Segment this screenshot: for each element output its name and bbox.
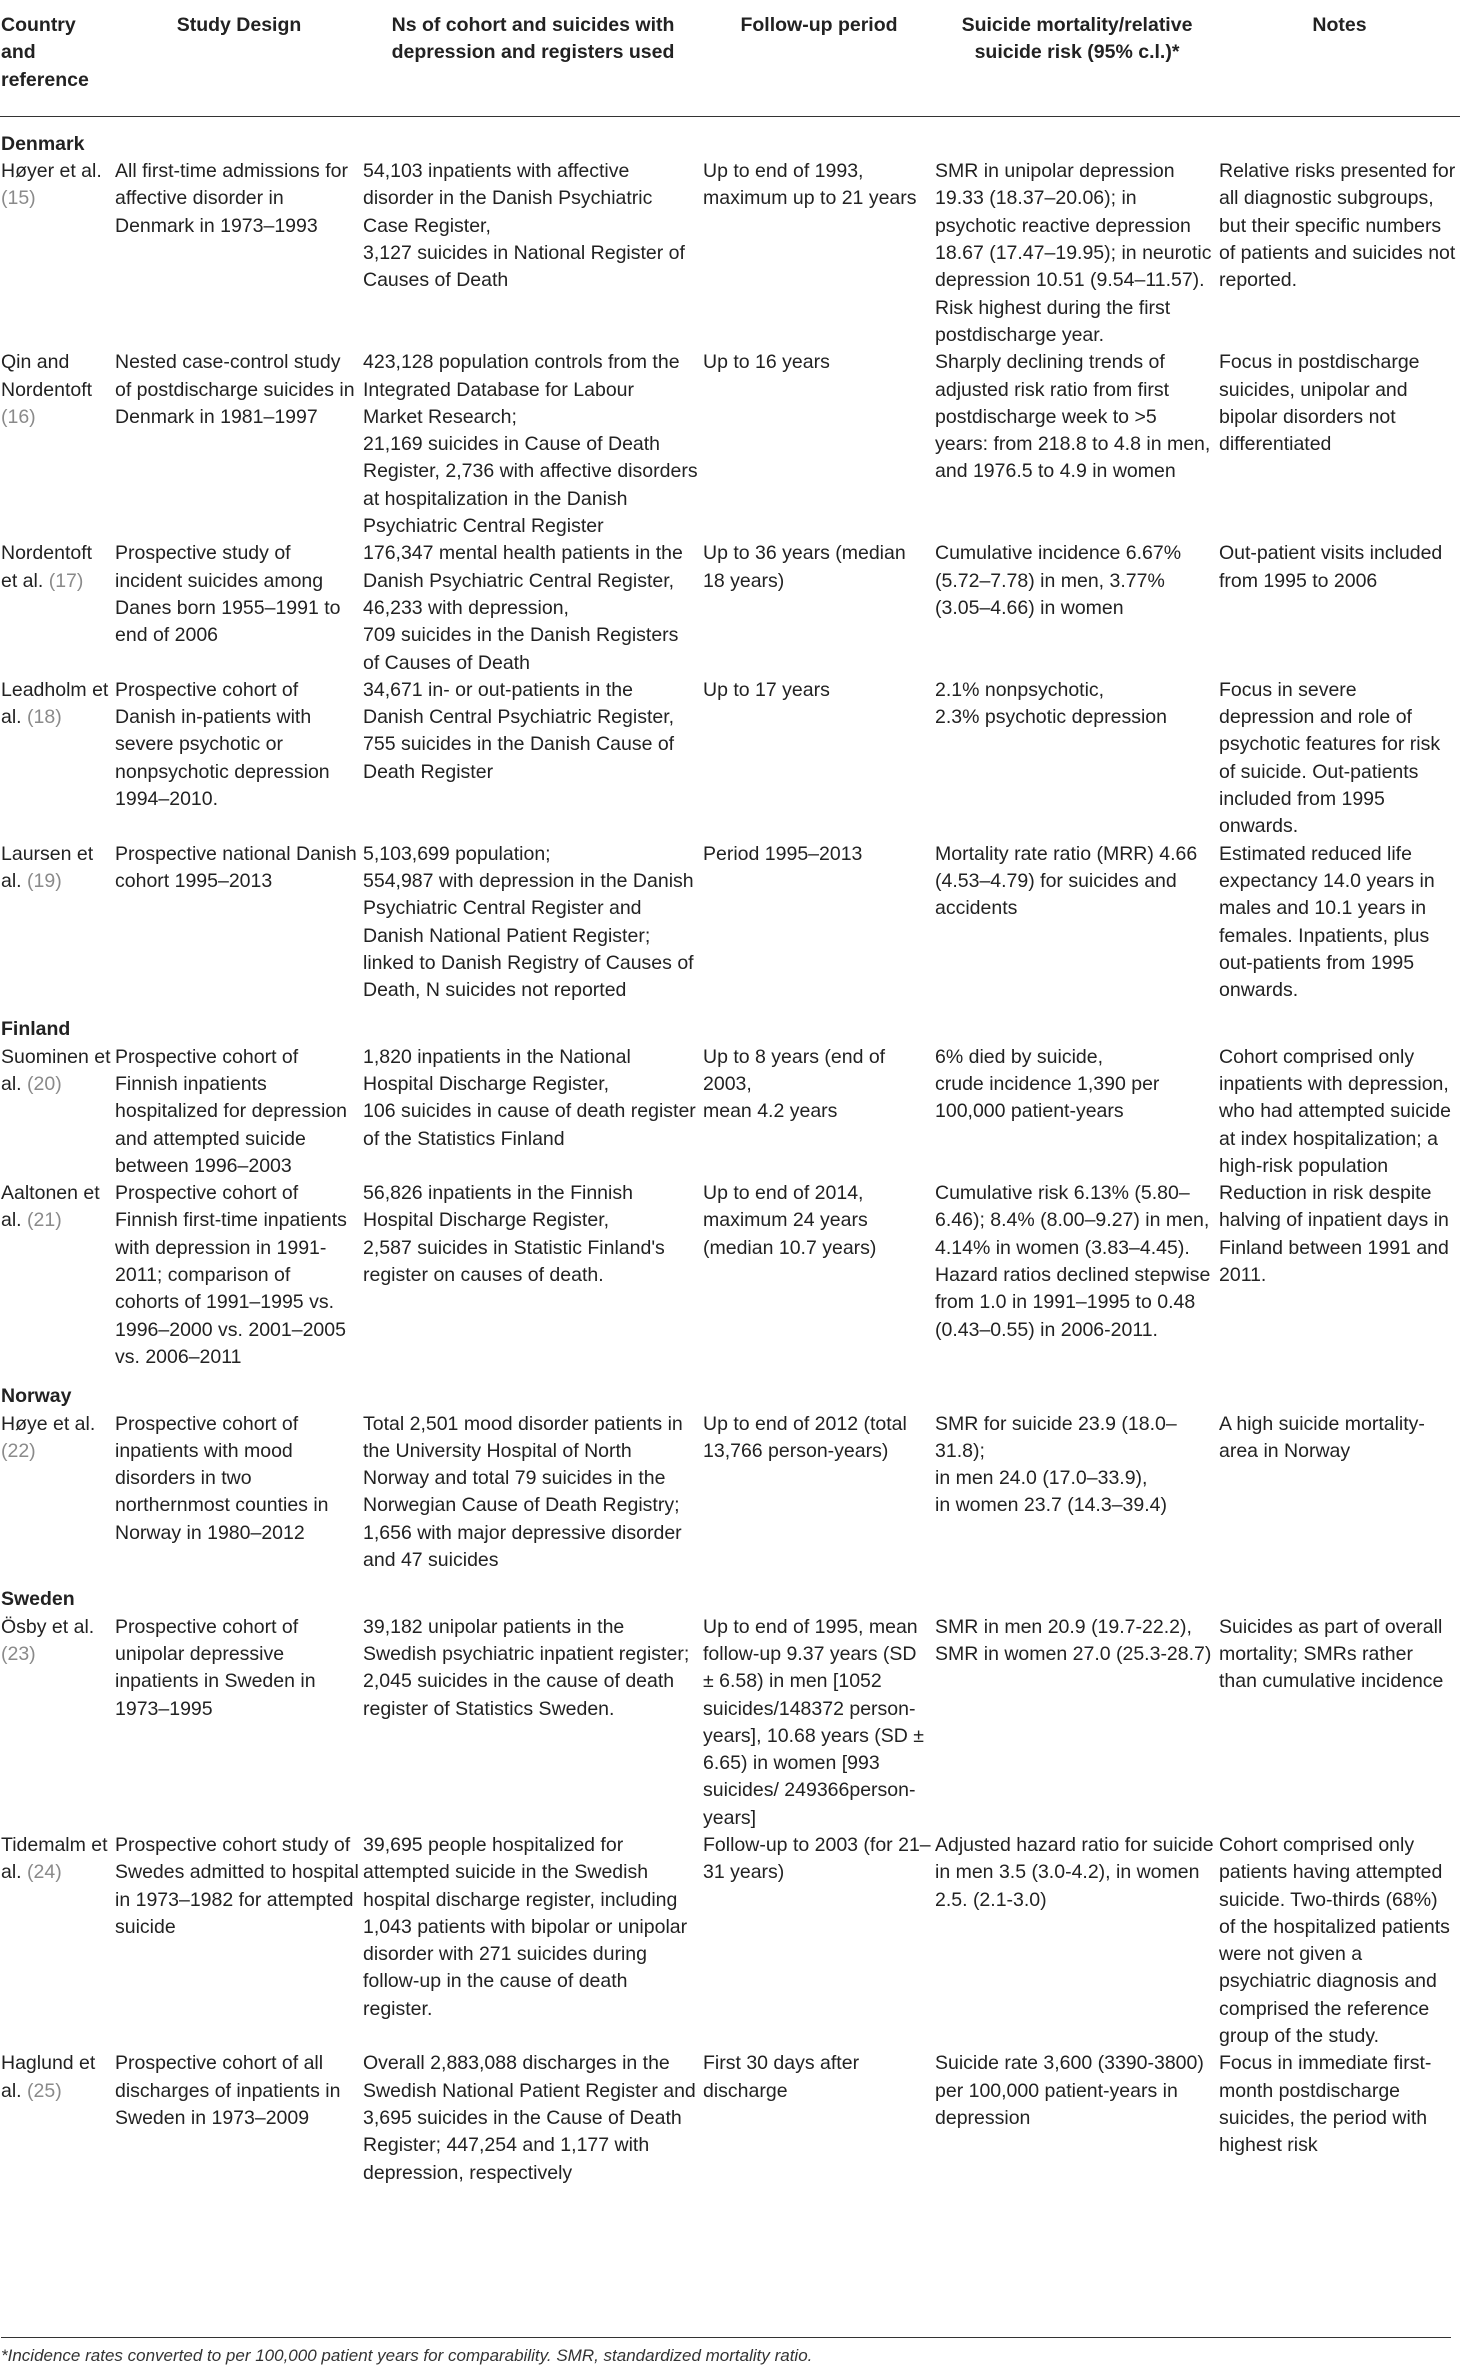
reference-cell	[0, 677, 115, 841]
mortality-cell: Sharply declining trends of adjusted risk ratio from first postdischarge week to >5 years: from 218.8 to 4.8 in men, and 1976.5 to 4.9 in women	[935, 351, 1211, 483]
followup-cell: Up to end of 1995, mean follow-up 9.37 years (SD ± 6.58) in men [1052 suicides/148372 person-years], 10.68 years (SD ± 6.65) in women [993 suicides/ 249366person-years]	[703, 1615, 924, 1829]
ns-cell: 423,128 population controls from the Integrated Database for Labour Market Research; 21,169 suicides in Cause of Death Register, 2,736 with affective disorders at hospitalization in the Danish Psychiatric Central Register	[363, 351, 698, 538]
table-row	[0, 1614, 1460, 1832]
table-row	[0, 2050, 1460, 2186]
design-cell: Prospective cohort of all discharges of inpatients in Sweden in 1973–2009	[115, 2052, 341, 2129]
author-name: Høyer et al.	[1, 160, 102, 183]
country-heading: Denmark	[1, 132, 85, 155]
followup-cell: Up to 16 years	[703, 351, 830, 374]
table-row	[0, 1832, 1460, 2050]
mortality-cell: 2.1% nonpsychotic, 2.3% psychotic depression	[935, 678, 1167, 729]
table-body	[0, 116, 1460, 2186]
design-cell: Prospective study of incident suicides among Danes born 1955–1991 to end of 2006	[115, 542, 341, 647]
notes-cell: A high suicide mortality-area in Norway	[1219, 1412, 1425, 1462]
citation-link[interactable]: (25)	[27, 2079, 62, 2102]
followup-cell: Follow-up to 2003 (for 21–31 years)	[703, 1834, 931, 1884]
followup-cell: Up to 17 years	[703, 678, 830, 701]
reference-cell	[0, 158, 115, 349]
citation-link[interactable]: (18)	[27, 706, 62, 729]
notes-cell: Focus in immediate first-month postdischarge suicides, the period with highest risk	[1219, 2052, 1432, 2157]
notes-cell: Estimated reduced life expectancy 14.0 years in males and 10.1 years in females. Inpatients, plus out-patients from 1995 onwards.	[1219, 842, 1435, 1002]
notes-cell: Suicides as part of overall mortality; SMRs rather than cumulative incidence	[1219, 1615, 1444, 1693]
reference-cell	[0, 349, 115, 540]
design-cell: Prospective cohort study of Swedes admitted to hospital in 1973–1982 for attempted suicide	[115, 1834, 359, 1938]
citation-link[interactable]: (20)	[27, 1072, 62, 1095]
table-header-row	[0, 0, 1460, 116]
notes-cell: Focus in postdischarge suicides, unipolar and bipolar disorders not differentiated	[1219, 351, 1420, 456]
table-row	[0, 349, 1460, 540]
notes-cell: Out-patient visits included from 1995 to 2006	[1219, 542, 1443, 592]
author-name: Nordentoft et al.	[1, 542, 93, 592]
author-name: Laursen et al.	[1, 842, 94, 892]
country-row	[0, 1371, 1460, 1410]
author-name: Haglund et al.	[1, 2052, 96, 2102]
mortality-cell: Cumulative risk 6.13% (5.80–6.46); 8.4% (8.00–9.27) in men, 4.14% in women (3.83–4.45). Hazard ratios declined stepwise from 1.0 in 1991–1995 to 0.48 (0.43–0.55) in 2006-2011.	[935, 1182, 1211, 1341]
author-name: Suominen et al.	[1, 1045, 111, 1095]
design-cell: All first-time admissions for affective disorder in Denmark in 1973–1993	[115, 160, 348, 237]
design-cell: Prospective cohort of Finnish first-time inpatients with depression in 1991-2011; comparison of cohorts of 1991–1995 vs. 1996–2000 vs. 2001–2005 vs. 2006–2011	[115, 1182, 347, 1368]
design-cell: Prospective national Danish cohort 1995–2013	[115, 842, 357, 892]
followup-cell: Up to end of 2012 (total 13,766 person-years)	[703, 1412, 907, 1462]
citation-link[interactable]: (24)	[27, 1861, 62, 1884]
table-row	[0, 1180, 1460, 1371]
notes-cell: Reduction in risk despite halving of inpatient days in Finland between 1991 and 2011.	[1219, 1182, 1449, 1287]
ns-cell: 39,695 people hospitalized for attempted suicide in the Swedish hospital discharge register, including 1,043 patients with bipolar or unipolar disorder with 271 suicides during follow-up in the cause of death register.	[363, 1834, 688, 2020]
ns-cell: Total 2,501 mood disorder patients in the University Hospital of North Norway and total 79 suicides in the Norwegian Cause of Death Registry; 1,656 with major depressive disorder and 47 suicides	[363, 1412, 683, 1572]
ns-cell: 34,671 in- or out-patients in the Danish Central Psychiatric Register, 755 suicides in the Danish Cause of Death Register	[363, 678, 675, 783]
ns-cell: 1,820 inpatients in the National Hospital Discharge Register, 106 suicides in cause of death register of the Statistics Finland	[363, 1045, 696, 1150]
notes-cell: Cohort comprised only patients having attempted suicide. Two-thirds (68%) of the hospitalized patients were not given a psychiatric diagnosis and comprised the reference group of the study.	[1219, 1834, 1450, 2048]
design-cell: Prospective cohort of Finnish inpatients hospitalized for depression and attempted suicide between 1996–2003	[115, 1045, 347, 1177]
citation-link[interactable]: (21)	[27, 1209, 62, 1232]
author-name: Leadholm et al.	[1, 678, 109, 729]
header-mortality: Suicide mortality/relative suicide risk (95% c.l.)*	[935, 0, 1219, 116]
reference-cell	[0, 841, 115, 1005]
followup-cell: Up to 8 years (end of 2003, mean 4.2 years	[703, 1045, 886, 1123]
country-heading: Norway	[1, 1385, 72, 1408]
citation-link[interactable]: (22)	[1, 1439, 36, 1462]
author-name: Tidemalm et al.	[1, 1834, 108, 1884]
followup-cell: Up to 36 years (median 18 years)	[703, 542, 906, 592]
followup-cell: Up to end of 1993, maximum up to 21 years	[703, 160, 917, 210]
mortality-cell: 6% died by suicide, crude incidence 1,390 per 100,000 patient-years	[935, 1045, 1160, 1123]
author-name: Aaltonen et al.	[1, 1182, 100, 1232]
table-footnote: *Incidence rates converted to per 100,000 patient years for comparability. SMR, standardized mortality ratio.	[1, 2337, 1451, 2366]
country-heading: Sweden	[1, 1588, 75, 1611]
table-row	[0, 540, 1460, 676]
header-ns: Ns of cohort and suicides with depression and registers used	[363, 0, 703, 116]
country-row	[0, 116, 1460, 158]
ns-cell: 54,103 inpatients with affective disorder in the Danish Psychiatric Case Register, 3,127 suicides in National Register of Causes of Death	[363, 160, 685, 292]
design-cell: Nested case-control study of postdischarge suicides in Denmark in 1981–1997	[115, 351, 355, 428]
reference-cell	[0, 1411, 115, 1575]
citation-link[interactable]: (23)	[1, 1642, 36, 1665]
design-cell: Prospective cohort of unipolar depressive inpatients in Sweden in 1973–1995	[115, 1615, 316, 1720]
author-name: Qin and Nordentoft	[1, 351, 93, 401]
header-notes: Notes	[1219, 0, 1460, 116]
reference-cell	[0, 2050, 115, 2186]
table-row	[0, 158, 1460, 349]
mortality-cell: SMR in men 20.9 (19.7-22.2), SMR in women 27.0 (25.3-28.7)	[935, 1615, 1212, 1665]
citation-link[interactable]: (16)	[1, 405, 36, 428]
mortality-cell: Mortality rate ratio (MRR) 4.66 (4.53–4.79) for suicides and accidents	[935, 842, 1198, 920]
ns-cell: 39,182 unipolar patients in the Swedish psychiatric inpatient register; 2,045 suicides in the cause of death register of Statistics Sweden.	[363, 1615, 690, 1720]
author-name: Ösby et al.	[1, 1615, 95, 1638]
mortality-cell: Suicide rate 3,600 (3390-3800) per 100,000 patient-years in depression	[935, 2052, 1204, 2129]
country-row	[0, 1004, 1460, 1043]
reference-cell	[0, 1832, 115, 2050]
header-country: Country and reference	[0, 0, 115, 116]
header-followup: Follow-up period	[703, 0, 935, 116]
notes-cell: Relative risks presented for all diagnostic subgroups, but their specific numbers of patients and suicides not reported.	[1219, 160, 1456, 292]
country-row	[0, 1574, 1460, 1613]
table-row	[0, 1411, 1460, 1575]
followup-cell: Period 1995–2013	[703, 842, 863, 865]
table-row	[0, 841, 1460, 1005]
mortality-cell: SMR in unipolar depression 19.33 (18.37–20.06); in psychotic reactive depression 18.67 (17.47–19.95); in neurotic depression 10.51 (9.54–11.57). Risk highest during the first postdischarge year.	[935, 160, 1212, 346]
followup-cell: First 30 days after discharge	[703, 2052, 860, 2102]
reference-cell	[0, 540, 115, 676]
notes-cell: Focus in severe depression and role of psychotic features for risk of suicide. Out-patients included from 1995 onwards.	[1219, 678, 1441, 838]
reference-cell	[0, 1044, 115, 1180]
citation-link[interactable]: (19)	[27, 869, 62, 892]
mortality-cell: Cumulative incidence 6.67% (5.72–7.78) in men, 3.77% (3.05–4.66) in women	[935, 542, 1182, 619]
followup-cell: Up to end of 2014, maximum 24 years (median 10.7 years)	[703, 1182, 877, 1259]
design-cell: Prospective cohort of inpatients with mood disorders in two northernmost counties in Norway in 1980–2012	[115, 1412, 329, 1544]
country-heading: Finland	[1, 1018, 71, 1041]
reference-cell	[0, 1180, 115, 1371]
ns-cell: 5,103,699 population; 554,987 with depression in the Danish Psychiatric Central Register and Danish National Patient Register; linked to Danish Registry of Causes of Death, N suicides not reported	[363, 842, 694, 1002]
reference-cell	[0, 1614, 115, 1832]
ns-cell: 176,347 mental health patients in the Danish Psychiatric Central Register, 46,233 with depression, 709 suicides in the Danish Registers of Causes of Death	[363, 542, 683, 674]
citation-link[interactable]: (17)	[48, 569, 84, 592]
design-cell: Prospective cohort of Danish in-patients with severe psychotic or nonpsychotic depression 1994–2010.	[115, 678, 330, 811]
citation-link[interactable]: (15)	[1, 187, 36, 210]
mortality-cell: Adjusted hazard ratio for suicide in men 3.5 (3.0-4.2), in women 2.5. (2.1-3.0)	[935, 1834, 1214, 1911]
author-name: Høye et al.	[1, 1412, 96, 1435]
table-row	[0, 677, 1460, 841]
notes-cell: Cohort comprised only inpatients with depression, who had attempted suicide at index hospitalization; a high-risk population	[1219, 1045, 1451, 1177]
mortality-cell: SMR for suicide 23.9 (18.0–31.8); in men 24.0 (17.0–33.9), in women 23.7 (14.3–39.4)	[935, 1412, 1177, 1517]
ns-cell: 56,826 inpatients in the Finnish Hospital Discharge Register, 2,587 suicides in Statistic Finland's register on causes of death.	[363, 1182, 665, 1287]
header-design: Study Design	[115, 0, 363, 116]
table-row	[0, 1044, 1460, 1180]
ns-cell: Overall 2,883,088 discharges in the Swedish National Patient Register and 3,695 suicides in the Cause of Death Register; 447,254 and 1,177 with depression, respectively	[363, 2052, 696, 2184]
